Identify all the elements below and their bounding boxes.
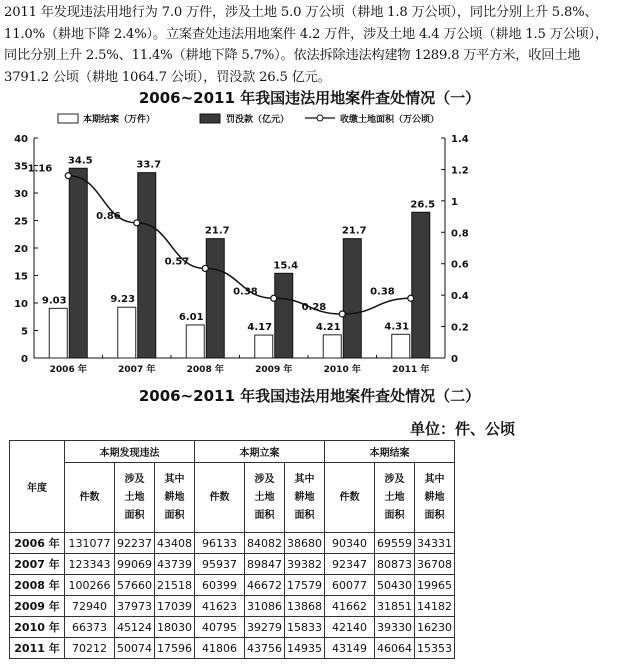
table-cell: 50430: [375, 575, 415, 596]
row-year: 2006 年: [10, 533, 65, 554]
table-cell: 123343: [65, 554, 115, 575]
bar-fines-label: 21.7: [204, 225, 230, 237]
group-header: 本期结案: [325, 441, 455, 463]
bar-fines: [275, 273, 293, 358]
table-row: [10, 617, 455, 638]
column-header: 件数: [65, 463, 115, 533]
table-cell: 21518: [155, 575, 195, 596]
bar-cases-label: 9.23: [110, 294, 136, 306]
table-cell: 31851: [375, 596, 415, 617]
bar-cases: [323, 335, 341, 358]
table-cell: 60077: [325, 575, 375, 596]
bar-cases-label: 4.21: [315, 321, 341, 333]
table-cell: 36708: [415, 554, 455, 575]
table-cell: 31086: [245, 596, 285, 617]
x-tick-label: 2008 年: [186, 365, 224, 375]
x-tick-label: 2006 年: [49, 365, 87, 375]
bar-cases-label: 4.31: [384, 321, 410, 333]
table-cell: 15353: [415, 638, 455, 659]
bar-cases: [49, 308, 67, 358]
table-cell: 95937: [195, 554, 245, 575]
column-header-part: 耕地: [424, 491, 445, 503]
table-cell: 42140: [325, 617, 375, 638]
y-left-tick-label: 30: [14, 189, 28, 200]
chart1-title: 2006~2011 年我国违法用地案件查处情况（一）: [138, 89, 481, 107]
line-point-label: 1.16: [27, 163, 53, 175]
x-tick-label: 2009 年: [255, 365, 293, 375]
table-cell: 39382: [285, 554, 325, 575]
table-cell: 16230: [415, 617, 455, 638]
bar-fines-label: 15.4: [273, 260, 299, 272]
line-point: [408, 295, 414, 301]
y-left-tick-label: 40: [14, 134, 28, 145]
chart2-title: 2006~2011 年我国违法用地案件查处情况（二）: [138, 387, 481, 405]
group-header: 本期立案: [195, 441, 325, 463]
table-cell: 45124: [115, 617, 155, 638]
bar-fines: [206, 239, 224, 358]
intro-paragraph: 2011 年发现违法用地行为 7.0 万件，涉及土地 5.0 万公顷（耕地 1.8 万公顷），同比分别上升 5.8%、11.0%（耕地下降 2.4%）。立案查处违法用地案件 4.2 万件，涉及土地 4.4 万公顷（耕地 1.5 万公顷），同比分别上升 2.5%、11.4%（耕地下降 5.7%）。依法拆除违法构建物 1289.8 万平方米，收回土地 3791.2 公顷（耕地 1064.7 公顷），罚没款 26.5 亿元。: [4, 5, 609, 85]
table-row: [10, 638, 455, 659]
y-right-tick-label: 1.2: [451, 165, 469, 177]
y-left-tick-label: 25: [14, 216, 28, 228]
y-left-tick-label: 15: [14, 271, 28, 283]
column-header: [155, 463, 195, 533]
column-header-part: 涉及: [124, 473, 145, 485]
line-point-label: 0.86: [96, 210, 121, 222]
group-header: 本期发现违法: [65, 441, 195, 463]
bar-cases: [118, 307, 136, 358]
bar-fines-label: 21.7: [341, 225, 367, 237]
row-year: 2009 年: [10, 596, 65, 617]
column-header-part: 其中: [164, 473, 185, 485]
y-right-tick-label: 1.4: [451, 134, 469, 145]
line-point-label: 0.28: [301, 302, 327, 313]
y-left-tick-label: 0: [21, 354, 28, 365]
table-row: [10, 533, 455, 554]
table-cell: 18030: [155, 617, 195, 638]
column-header-part: 其中: [294, 473, 315, 485]
table-cell: 90340: [325, 533, 375, 554]
table-cell: 50074: [115, 638, 155, 659]
column-header-part: 土地: [254, 491, 275, 503]
table-cell: 14935: [285, 638, 325, 659]
column-header-part: 土地: [124, 491, 145, 503]
column-header-part: 耕地: [164, 491, 185, 503]
row-year: 2007 年: [10, 554, 65, 575]
line-point-label: 0.38: [370, 286, 395, 298]
y-left-tick-label: 20: [14, 244, 28, 255]
bar-cases-label: 9.03: [41, 295, 67, 307]
table-cell: 72940: [65, 596, 115, 617]
bar-fines: [343, 239, 361, 358]
bar-cases: [255, 335, 273, 358]
legend-swatch-cases: [58, 114, 78, 123]
bar-cases-label: 4.17: [247, 322, 273, 334]
column-header-part: 涉及: [254, 473, 275, 485]
column-header: [415, 463, 455, 533]
bar-cases: [392, 334, 410, 358]
table-cell: 57660: [115, 575, 155, 596]
table-cell: 13868: [285, 596, 325, 617]
line-point-label: 0.57: [164, 256, 190, 268]
table-cell: 99069: [115, 554, 155, 575]
legend-swatch-land-point: [317, 115, 323, 121]
column-header-part: 面积: [124, 509, 145, 521]
row-year: 2011 年: [10, 638, 65, 659]
bar-fines-label: 33.7: [136, 159, 162, 171]
bar-fines: [412, 212, 430, 358]
chart1: [0, 108, 619, 383]
table-cell: 41806: [195, 638, 245, 659]
y-right-tick-label: 0.4: [451, 291, 469, 303]
column-header-part: 其中: [424, 473, 445, 485]
table-cell: 37973: [115, 596, 155, 617]
legend-label-cases: 本期结案（万件）: [83, 115, 156, 125]
y-right-tick-label: 0.2: [451, 322, 469, 334]
column-header: 件数: [325, 463, 375, 533]
line-point: [271, 295, 277, 301]
legend-label-fines: 罚没款（亿元）: [226, 115, 290, 125]
table-cell: 92237: [115, 533, 155, 554]
bar-cases-label: 6.01: [178, 311, 204, 323]
chart1-legend: [58, 113, 439, 125]
legend-label-land: 收缴土地面积（万公顷）: [340, 115, 440, 125]
line-point: [202, 265, 208, 271]
table-cell: 80873: [375, 554, 415, 575]
x-tick-label: 2010 年: [323, 365, 361, 375]
table-row: [10, 596, 455, 617]
table-cell: 46064: [375, 638, 415, 659]
table-row: [10, 554, 455, 575]
table-cell: 39330: [375, 617, 415, 638]
table-cell: 43739: [155, 554, 195, 575]
bar-fines-label: 26.5: [410, 199, 436, 211]
table-cell: 43149: [325, 638, 375, 659]
column-header: [375, 463, 415, 533]
table-cell: 39279: [245, 617, 285, 638]
line-point: [339, 311, 345, 317]
chart1-bars: [49, 168, 430, 358]
table-cell: 131077: [65, 533, 115, 554]
column-header: [245, 463, 285, 533]
column-header-part: 面积: [294, 509, 315, 521]
table-cell: 38680: [285, 533, 325, 554]
y-right-tick-label: 0.8: [451, 228, 469, 240]
table-unit: 单位：件、公顷: [410, 420, 516, 438]
data-table: [9, 440, 455, 659]
table-cell: 43756: [245, 638, 285, 659]
chart1-labels: [28, 155, 436, 375]
column-header: 件数: [195, 463, 245, 533]
bar-fines: [69, 168, 87, 358]
bar-fines: [138, 173, 156, 358]
table-cell: 17579: [285, 575, 325, 596]
table-cell: 14182: [415, 596, 455, 617]
table-cell: 43408: [155, 533, 195, 554]
table-cell: 69559: [375, 533, 415, 554]
table-cell: 46672: [245, 575, 285, 596]
table-cell: 34331: [415, 533, 455, 554]
table-cell: 17596: [155, 638, 195, 659]
table-cell: 40795: [195, 617, 245, 638]
legend-swatch-fines: [200, 114, 220, 123]
table-cell: 15833: [285, 617, 325, 638]
y-left-tick-label: 5: [21, 326, 28, 338]
table-cell: 100266: [65, 575, 115, 596]
column-header-part: 面积: [254, 509, 275, 521]
column-header-part: 面积: [424, 509, 445, 521]
table-cell: 17039: [155, 596, 195, 617]
y-right-tick-label: 0.6: [451, 259, 469, 271]
y-left-tick-label: 35: [14, 161, 28, 173]
y-right-tick-label: 0: [451, 354, 458, 365]
table-row: [10, 575, 455, 596]
column-header-part: 面积: [164, 509, 185, 521]
column-header-part: 耕地: [294, 491, 315, 503]
column-header: [285, 463, 325, 533]
table-cell: 41623: [195, 596, 245, 617]
table-cell: 66373: [65, 617, 115, 638]
year-header: 年度: [10, 441, 65, 533]
bar-fines-label: 34.5: [67, 155, 93, 167]
x-tick-label: 2011 年: [392, 365, 430, 375]
table-cell: 96133: [195, 533, 245, 554]
table-cell: 84082: [245, 533, 285, 554]
table-cell: 92347: [325, 554, 375, 575]
table-cell: 19965: [415, 575, 455, 596]
row-year: 2008 年: [10, 575, 65, 596]
line-point: [65, 173, 71, 179]
column-header-part: 土地: [384, 491, 405, 503]
table-cell: 60399: [195, 575, 245, 596]
y-right-tick-label: 1: [451, 196, 458, 208]
column-header: [115, 463, 155, 533]
bar-cases: [186, 325, 204, 358]
column-header-part: 面积: [384, 509, 405, 521]
line-point-label: 0.38: [233, 286, 258, 298]
line-point: [134, 220, 140, 226]
table-cell: 89847: [245, 554, 285, 575]
table-cell: 41662: [325, 596, 375, 617]
x-tick-label: 2007 年: [118, 365, 156, 375]
table-cell: 70212: [65, 638, 115, 659]
column-header-part: 涉及: [384, 473, 405, 485]
y-left-tick-label: 10: [14, 299, 28, 310]
row-year: 2010 年: [10, 617, 65, 638]
